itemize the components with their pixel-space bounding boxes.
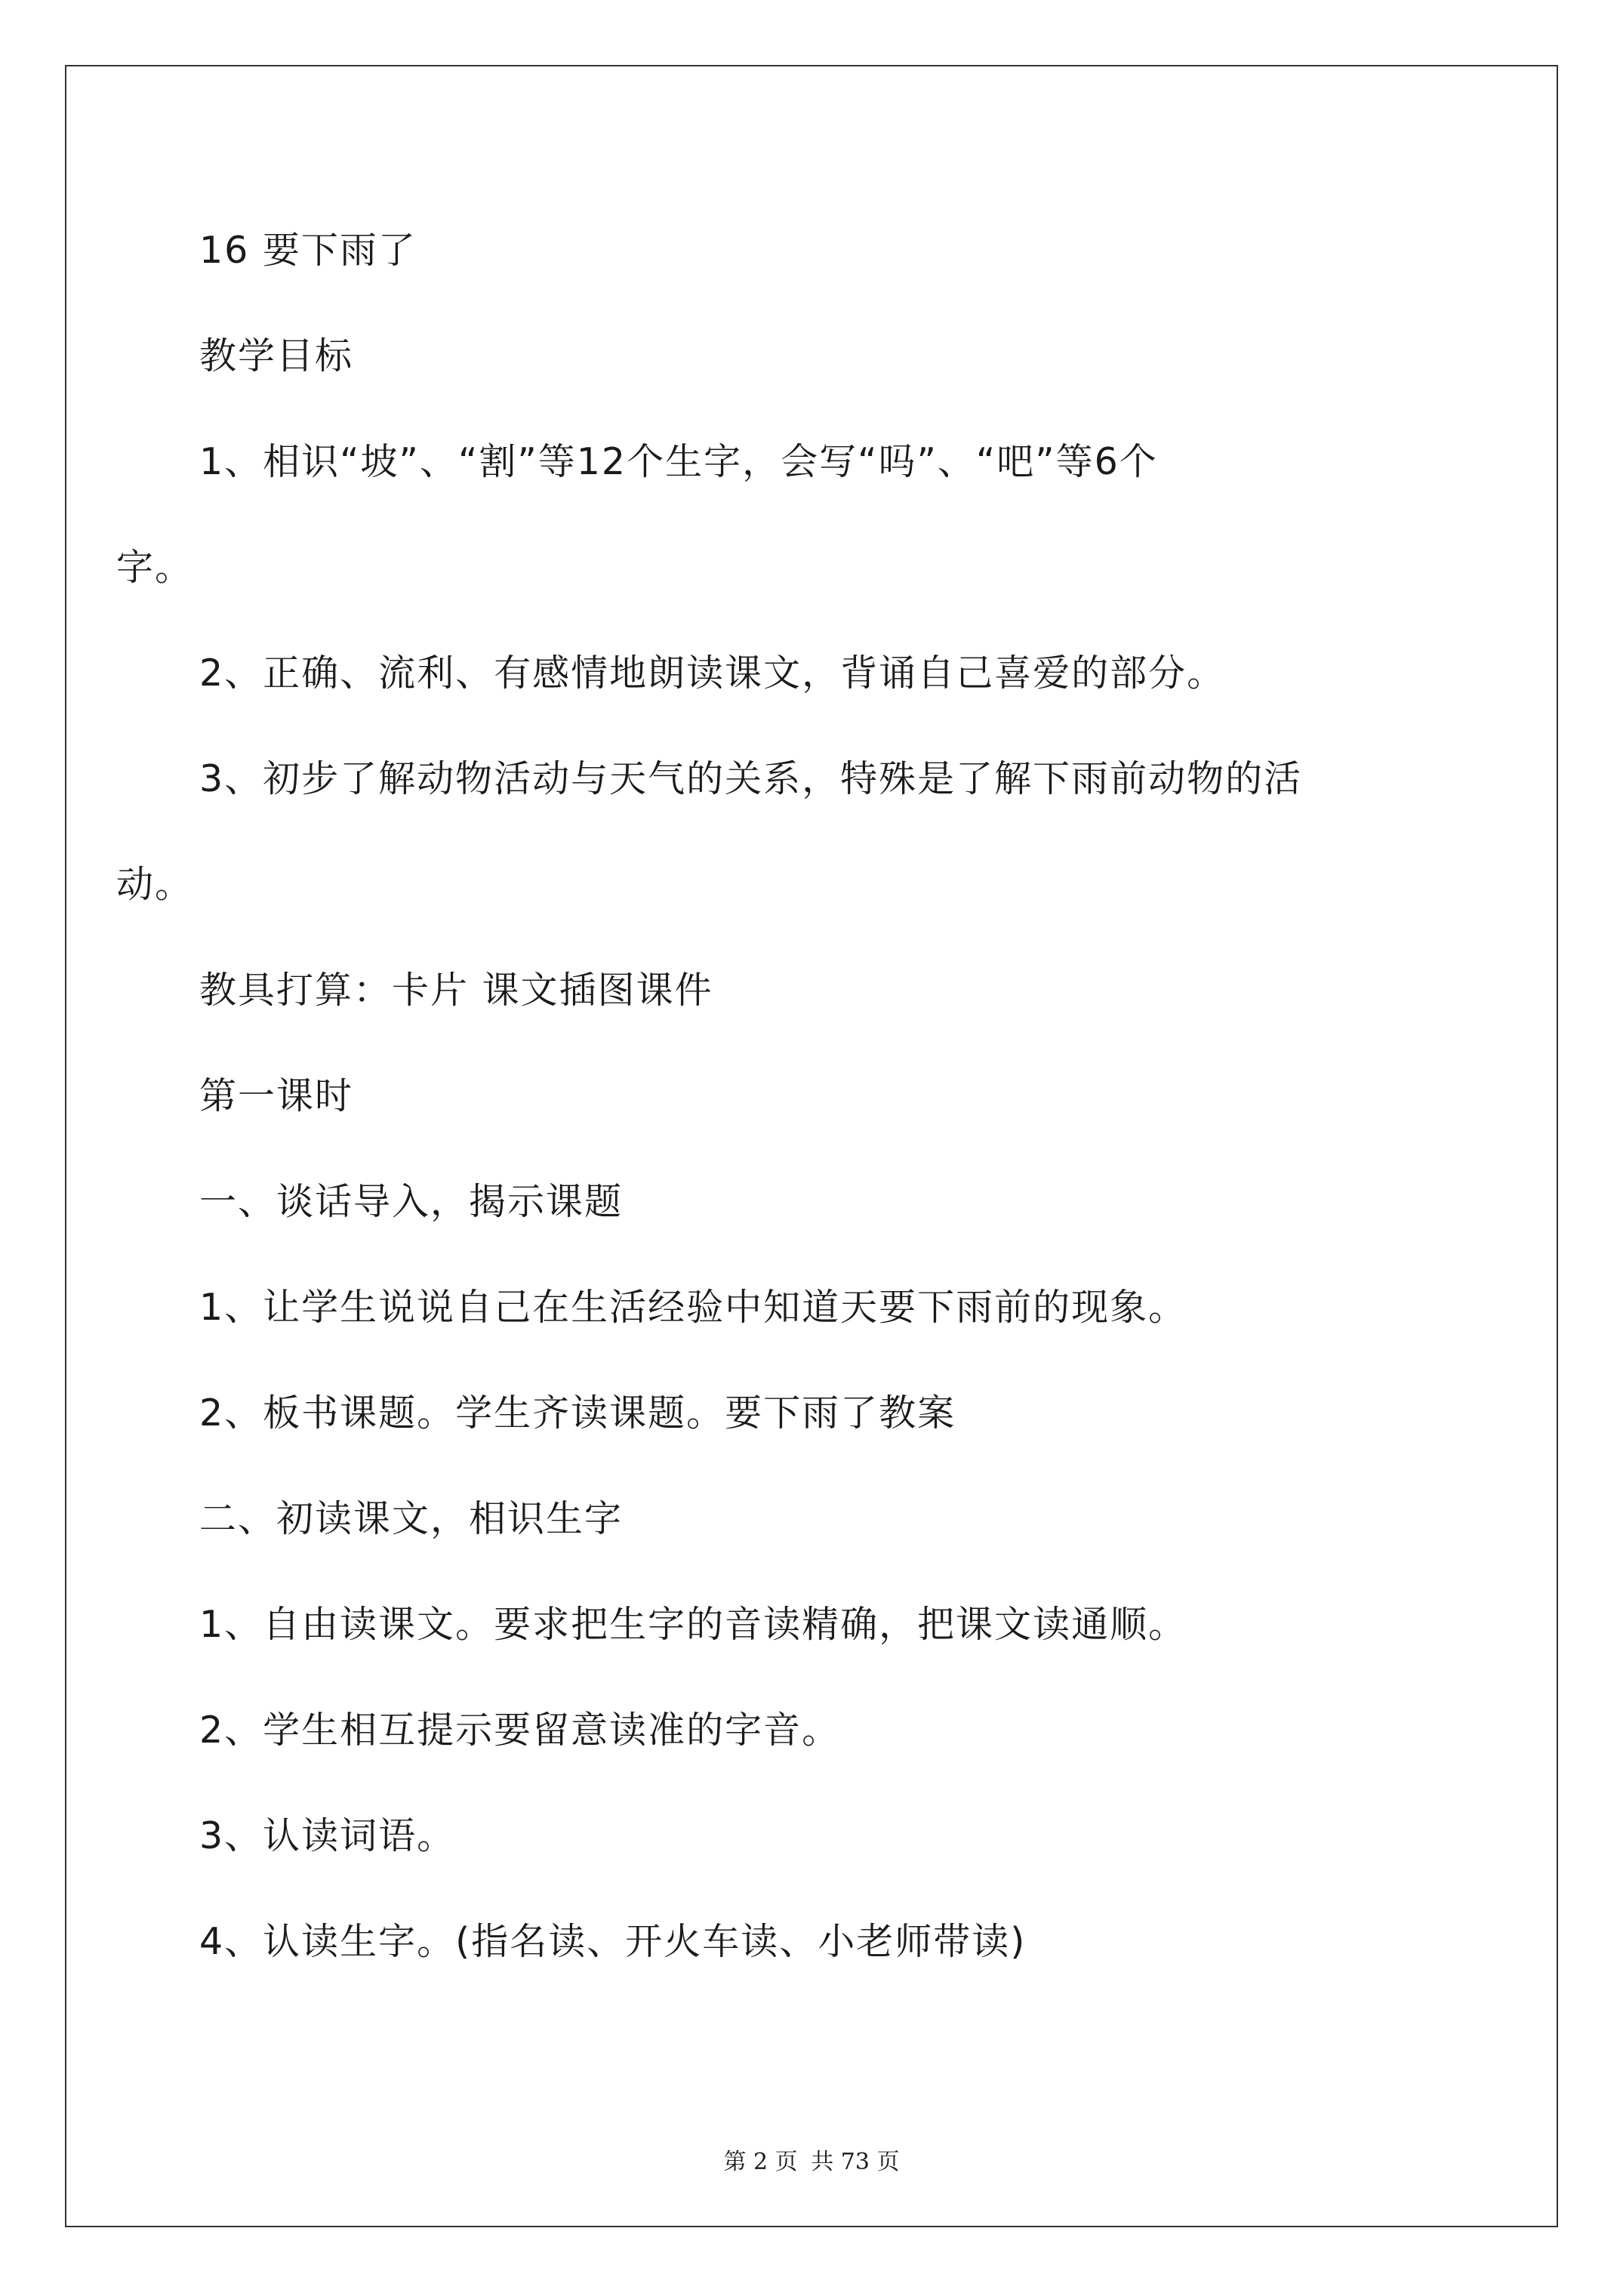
step-1-item-1: 1、让学生说说自己在生活经验中知道天要下雨前的现象。	[199, 1286, 1187, 1329]
page-number: 第 2 页	[723, 2149, 798, 2175]
objective-3: 3、初步了解动物活动与天气的关系，特殊是了解下雨前动物的活	[199, 757, 1303, 800]
step-2-heading: 二、初读课文，相识生字	[199, 1497, 624, 1540]
objective-3-continued: 动。	[116, 863, 194, 906]
objective-2: 2、正确、流利、有感情地朗读课文，背诵自己喜爱的部分。	[199, 652, 1226, 695]
section-heading-objectives: 教学目标	[199, 334, 354, 378]
objective-1: 1、相识“坡”、“割”等12个生字，会写“吗”、“吧”等6个	[199, 440, 1158, 483]
step-1-heading: 一、谈话导入，揭示课题	[199, 1180, 624, 1223]
page-footer	[0, 2149, 1623, 2176]
page-total: 共 73 页	[811, 2149, 900, 2175]
page-border	[65, 65, 1558, 2227]
step-2-item-2: 2、学生相互提示要留意读准的字音。	[199, 1709, 841, 1752]
lesson-period-heading: 第一课时	[199, 1074, 354, 1117]
step-2-item-3: 3、认读词语。	[199, 1814, 456, 1857]
lesson-title: 16 要下雨了	[199, 229, 417, 272]
teaching-aids: 教具打算：卡片 课文插图课件	[199, 969, 713, 1012]
step-2-item-1: 1、自由读课文。要求把生字的音读精确，把课文读通顺。	[199, 1603, 1187, 1646]
step-2-item-4: 4、认读生字。(指名读、开火车读、小老师带读)	[199, 1920, 1027, 1963]
step-1-item-2: 2、板书课题。学生齐读课题。要下雨了教案	[199, 1391, 956, 1435]
objective-1-continued: 字。	[116, 546, 194, 589]
